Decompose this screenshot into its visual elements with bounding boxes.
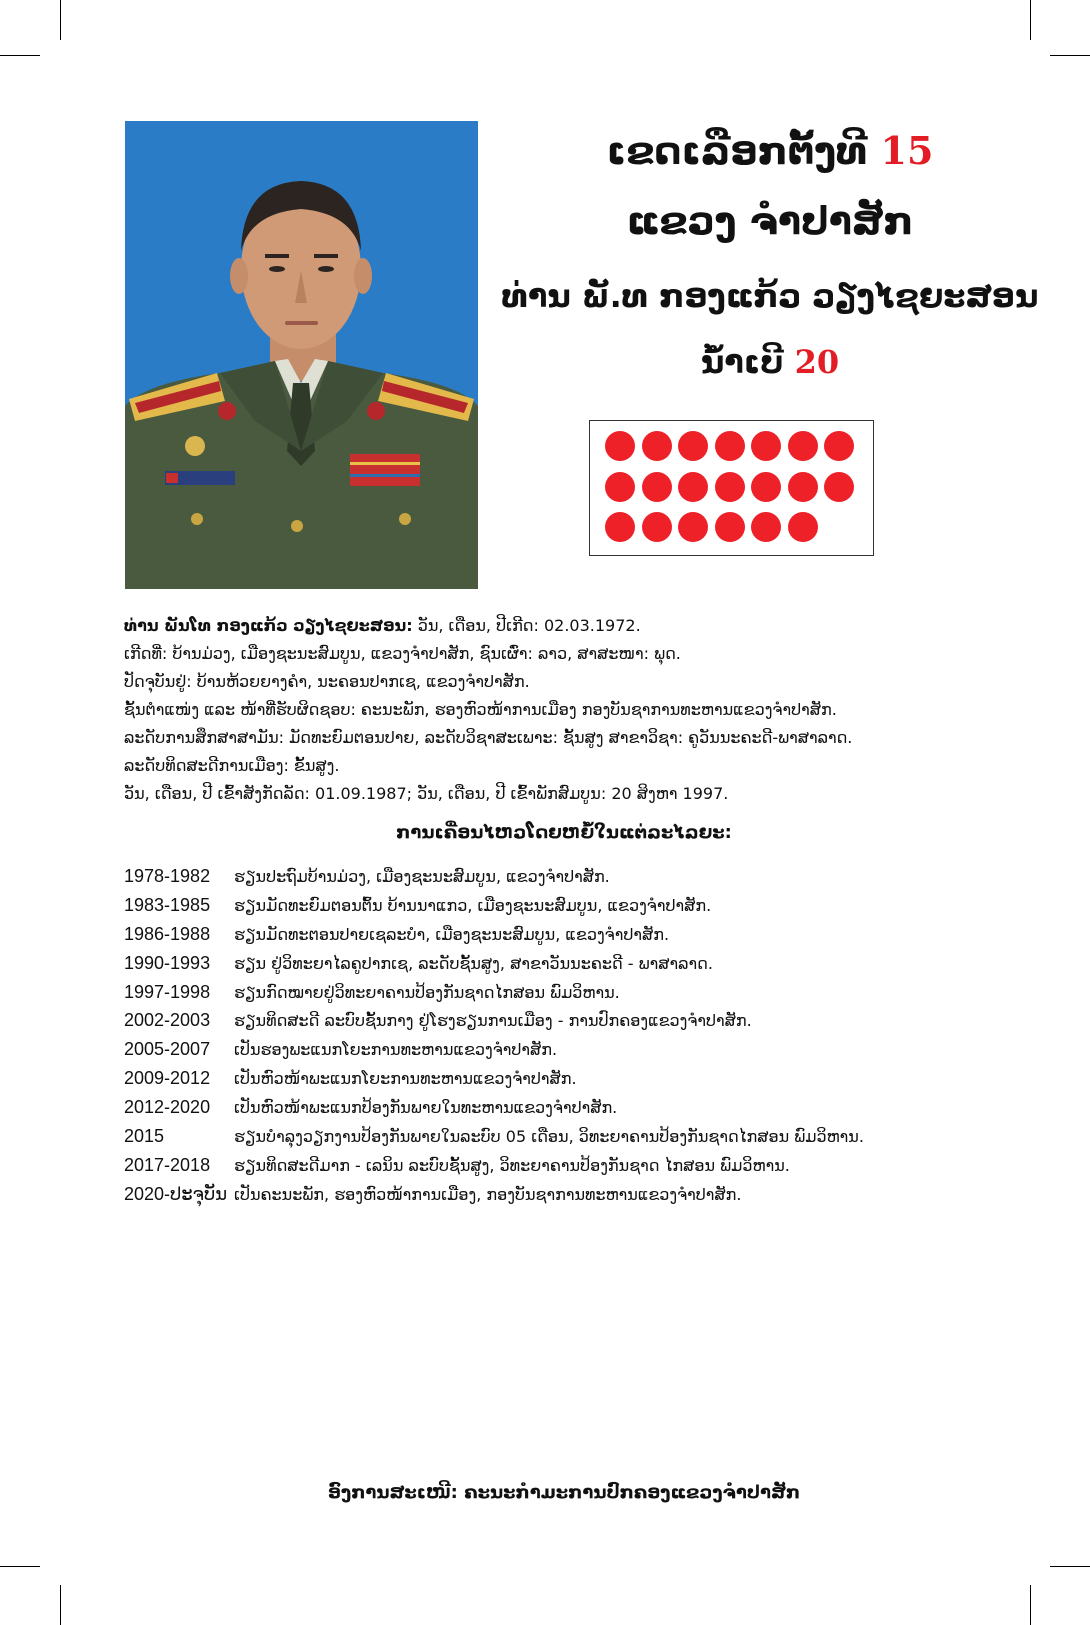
constituency-title: ເຂດເລືອກຕັ້ງທີ 15	[606, 128, 934, 173]
constituency-number: 15	[880, 128, 934, 173]
timeline	[124, 862, 1024, 1209]
bio-line-education: ລະດັບການສຶກສາສາມັນ: ມັດທະຍົມຕອນປາຍ, ລະດັບວິຊາສະເພາະ: ຊັ້ນສູງ ສາຂາວິຊາ: ຄູວັນນະຄະດີ-ພາສາລາດ.	[124, 728, 853, 747]
timeline-text: ເປັນຮອງພະແນກໂຍະການທະຫານແຂວງຈຳປາສັກ.	[234, 1040, 558, 1060]
number-dot	[642, 472, 672, 502]
number-dot	[751, 472, 781, 502]
timeline-text: ຮຽນ ຢູ່ວິທະຍາໄລຄູປາກເຊ, ລະດັບຊັ້ນສູງ, ສາຂາວັນນະຄະດີ - ພາສາລາດ.	[234, 953, 713, 973]
number-dots-box	[589, 420, 874, 556]
timeline-text: ເປັນຫົວໜ້າພະແນກປ້ອງກັນພາຍໃນທະຫານແຂວງຈຳປາສັກ.	[234, 1098, 618, 1118]
timeline-text: ຮຽນກົດໝາຍຢູ່ວິທະຍາຄານປ້ອງກັນຊາດໄກສອນ ພົມວິຫານ.	[234, 982, 620, 1002]
number-dot	[715, 431, 745, 461]
timeline-row	[124, 978, 1024, 1007]
crop-mark	[0, 55, 40, 56]
timeline-row	[124, 1151, 1024, 1180]
number-dot	[678, 431, 708, 461]
crop-mark	[60, 0, 61, 40]
timeline-text: ຮຽນມັດທະຕອນປາຍເຊລະບຳ, ເມືອງຊະນະສົມບູນ, ແຂວງຈຳປາສັກ.	[234, 924, 670, 944]
number-dot	[678, 472, 708, 502]
bio-birth: ວັນ, ເດືອນ, ປີເກີດ: 02.03.1972.	[412, 616, 641, 635]
timeline-text: ຮຽນມັດທະຍົມຕອນຕົ້ນ ບ້ານນາແກວ, ເມືອງຊະນະສົມບູນ, ແຂວງຈຳປາສັກ.	[234, 895, 712, 915]
timeline-year: 1997-1998	[124, 981, 211, 1002]
number-dot	[715, 512, 745, 542]
crop-mark	[60, 1585, 61, 1625]
province-title: ແຂວງ ຈຳປາສັກ	[626, 199, 914, 243]
number-dot	[642, 431, 672, 461]
bio-line-birthplace: ເກີດທີ່: ບ້ານມ່ວງ, ເມືອງຊະນະສົມບູນ, ແຂວງຈຳປາສັກ, ຊົນເຜົ່າ: ລາວ, ສາສະໜາ: ພຸດ.	[124, 644, 681, 663]
candidate-number-title: ນ້ຳເບີ 20	[700, 343, 840, 381]
candidate-number: 20	[794, 343, 840, 381]
bio-line-theory: ລະດັບທິດສະດີການເມືອງ: ຂັ້ນສູງ.	[124, 756, 340, 775]
number-dot	[824, 431, 854, 461]
crop-mark	[1030, 0, 1031, 40]
timeline-year: 2002-2003	[124, 1010, 211, 1031]
timeline-text: ເປັນຄະນະພັກ, ຮອງຫົວໜ້າການເມືອງ, ກອງບັນຊາການທະຫານແຂວງຈຳປາສັກ.	[234, 1184, 742, 1204]
header	[480, 120, 1060, 381]
timeline-row	[124, 1093, 1024, 1122]
timeline-year: 1978-1982	[124, 865, 211, 886]
timeline-year: 1986-1988	[124, 923, 211, 944]
timeline-text: ຮຽນບຳລຸງວຽກງານປ້ອງກັນພາຍໃນລະບົບ 05 ເດືອນ, ວິທະຍາຄານປ້ອງກັນຊາດໄກສອນ ພົມວິຫານ.	[234, 1126, 864, 1146]
number-dot	[824, 472, 854, 502]
timeline-year: 2020-ປະຈຸບັນ	[124, 1183, 228, 1204]
crop-mark	[1050, 55, 1090, 56]
number-dot	[678, 512, 708, 542]
number-dot	[788, 512, 818, 542]
number-dot	[788, 431, 818, 461]
number-dot	[605, 431, 635, 461]
timeline-row	[124, 1006, 1024, 1035]
crop-mark	[1050, 1566, 1090, 1567]
number-dot	[751, 431, 781, 461]
timeline-row	[124, 891, 1024, 920]
number-dot	[788, 472, 818, 502]
number-dot	[605, 472, 635, 502]
timeline-year: 2009-2012	[124, 1068, 211, 1089]
crop-mark	[0, 1566, 40, 1567]
timeline-year: 1990-1993	[124, 952, 211, 973]
bio-line-dates: ວັນ, ເດືອນ, ປີ ເຂົ້າສັງກັດລັດ: 01.09.1987; ວັນ, ເດືອນ, ປີ ເຂົ້າພັກສົມບູນ: 20 ສິງຫາ 1997.	[124, 784, 729, 803]
number-dot	[642, 512, 672, 542]
timeline-row	[124, 1035, 1024, 1064]
number-dot	[715, 472, 745, 502]
bio-name-label: ທ່ານ ພັນໂທ ກອງແກ້ວ ວຽງໄຊຍະສອນ:	[124, 616, 413, 635]
bio-line-position: ຊັ້ນຕຳແໜ່ງ ແລະ ໜ້າທີ່ຮັບຜິດຊອບ: ຄະນະພັກ, ຮອງຫົວໜ້າການເມືອງ ກອງບັນຊາການທະຫານແຂວງຈຳປາສັກ.	[124, 700, 837, 719]
timeline-row	[124, 1122, 1024, 1151]
timeline-year: 2005-2007	[124, 1039, 211, 1060]
timeline-row	[124, 1180, 1024, 1209]
footer-proposer: ອົງການສະເໜີ: ຄະນະກຳມະການປົກຄອງແຂວງຈຳປາສັກ	[327, 1482, 801, 1503]
section-title: ການເຄື່ອນໄຫວໂດຍຫຍໍ້ໃນແຕ່ລະໄລຍະ:	[396, 822, 732, 843]
number-dot	[605, 512, 635, 542]
timeline-text: ຮຽນປະຖົມບ້ານມ່ວງ, ເມືອງຊະນະສົມບູນ, ແຂວງຈຳປາສັກ.	[234, 866, 610, 886]
timeline-year: 2015	[124, 1125, 165, 1146]
timeline-row	[124, 920, 1024, 949]
timeline-year: 1983-1985	[124, 894, 211, 915]
number-dot	[751, 512, 781, 542]
biography	[124, 612, 1004, 808]
timeline-row	[124, 949, 1024, 978]
timeline-row	[124, 862, 1024, 891]
crop-mark	[1030, 1585, 1031, 1625]
timeline-text: ຮຽນທິດສະດີ ລະບົບຊັ້ນກາງ ຢູ່ໂຮງຮຽນການເມືອງ - ການປົກຄອງແຂວງຈຳປາສັກ.	[234, 1011, 752, 1031]
candidate-name: ທ່ານ ພັ.ທ ກອງແກ້ວ ວຽງໄຊຍະສອນ	[501, 277, 1039, 315]
timeline-text: ຮຽນທິດສະດີມາກ - ເລນິນ ລະບົບຊັ້ນສູງ, ວິທະຍາຄານປ້ອງກັນຊາດ ໄກສອນ ພົມວິຫານ.	[234, 1155, 790, 1175]
timeline-year: 2012-2020	[124, 1097, 211, 1118]
bio-line-name	[124, 612, 1004, 640]
bio-line-residence: ປັດຈຸບັນຢູ່: ບ້ານຫ້ວຍຍາງຄຳ, ນະຄອນປາກເຊ, ແຂວງຈຳປາສັກ.	[124, 672, 530, 691]
timeline-row	[124, 1064, 1024, 1093]
timeline-text: ເປັນຫົວໜ້າພະແນກໂຍະການທະຫານແຂວງຈຳປາສັກ.	[234, 1069, 577, 1089]
candidate-photo	[125, 121, 478, 589]
timeline-year: 2017-2018	[124, 1154, 211, 1175]
